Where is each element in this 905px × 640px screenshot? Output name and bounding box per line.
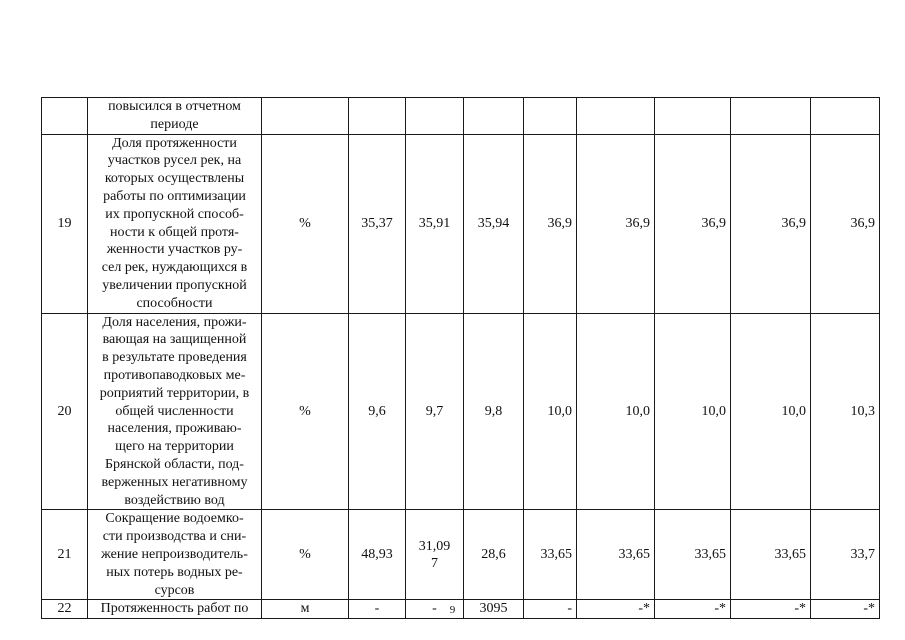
table-row (42, 313, 880, 510)
value-cell: 33,7 (811, 510, 880, 600)
indicator-description-cell (88, 98, 262, 135)
unit-cell: % (262, 134, 349, 313)
description-line: сурсов (154, 582, 195, 598)
value-cell: - (349, 600, 406, 619)
value-cell: 33,65 (524, 510, 577, 600)
value-cell: 35,91 (406, 134, 464, 313)
table-row (42, 98, 880, 135)
value-cell: -* (811, 600, 880, 619)
description-line: жение непроизводитель- (101, 546, 248, 562)
value-cell: 33,65 (577, 510, 655, 600)
row-number-cell: 22 (42, 600, 88, 619)
value-cell: 48,93 (349, 510, 406, 600)
description-line: Доля населения, прожи- (102, 314, 247, 330)
description-line: сти производства и сни- (102, 529, 247, 545)
value-cell (524, 98, 577, 135)
value-cell: 36,9 (655, 134, 731, 313)
value-cell: - (406, 600, 464, 619)
description-line: повысился в отчетном (108, 99, 241, 114)
value-cell: 10,0 (577, 313, 655, 510)
value-cell: 9,6 (349, 313, 406, 510)
description-line: Сокращение водоемко- (105, 511, 244, 527)
indicator-description-cell (88, 134, 262, 313)
indicator-description-cell (88, 313, 262, 510)
table-row (42, 510, 880, 600)
value-cell: 10,3 (811, 313, 880, 510)
description-line: ных потерь водных ре- (106, 564, 243, 580)
description-line: роприятий территории, в (99, 385, 250, 401)
description-line: увеличении пропускной (102, 277, 247, 293)
value-cell: 9,8 (464, 313, 524, 510)
value-cell (406, 98, 464, 135)
indicator-description-cell (88, 510, 262, 600)
description-line: Протяженность работ по (100, 601, 249, 617)
value-cell (731, 98, 811, 135)
description-line: населения, проживаю- (107, 421, 242, 437)
value-cell: -* (731, 600, 811, 619)
value-cell: 3095 (464, 600, 524, 619)
description-line: Доля протяженности (112, 135, 237, 151)
description-line: общей численности (115, 403, 234, 419)
value-cell: 36,9 (731, 134, 811, 313)
value-cell (349, 98, 406, 135)
value-cell: - (524, 600, 577, 619)
value-cell: 9,7 (406, 313, 464, 510)
row-number-cell: 20 (42, 313, 88, 510)
description-line: щего на территории (115, 439, 234, 455)
value-cell: 35,94 (464, 134, 524, 313)
row-number-cell: 19 (42, 134, 88, 313)
description-line: которых осуществлены (104, 171, 245, 187)
value-cell: 31,09 7 (406, 510, 464, 600)
description-line: ности к общей протя- (110, 224, 239, 240)
value-cell (577, 98, 655, 135)
description-line: противопаводковых ме- (103, 367, 246, 383)
description-line: их пропускной способ- (105, 206, 244, 222)
unit-cell (262, 98, 349, 135)
description-line: воздействию вод (124, 492, 225, 508)
description-line: способности (136, 295, 213, 311)
value-cell: 10,0 (731, 313, 811, 510)
description-line: сел рек, нуждающихся в (101, 260, 248, 276)
value-cell: 35,37 (349, 134, 406, 313)
value-cell (464, 98, 524, 135)
value-cell: -* (655, 600, 731, 619)
value-cell: 33,65 (655, 510, 731, 600)
value-cell: 36,9 (577, 134, 655, 313)
value-cell: 36,9 (811, 134, 880, 313)
value-cell (655, 98, 731, 135)
row-number-cell: 21 (42, 510, 88, 600)
indicators-table (41, 97, 880, 619)
page-number: 9 (449, 604, 456, 616)
table-row (42, 134, 880, 313)
value-cell: 36,9 (524, 134, 577, 313)
unit-cell: м (262, 600, 349, 619)
description-line: участков русел рек, на (107, 153, 242, 169)
description-line: Брянской области, под- (105, 456, 244, 472)
unit-cell: % (262, 510, 349, 600)
value-cell: 33,65 (731, 510, 811, 600)
description-line: верженных негативному (101, 474, 248, 490)
description-line: в результате проведения (102, 350, 247, 366)
description-line: периоде (150, 116, 199, 132)
description-line: женности участков ру- (106, 242, 243, 258)
value-cell: 28,6 (464, 510, 524, 600)
value-cell: -* (577, 600, 655, 619)
value-cell: 10,0 (655, 313, 731, 510)
row-number-cell (42, 98, 88, 135)
description-line: вающая на защищенной (102, 332, 247, 348)
unit-cell: % (262, 313, 349, 510)
description-line: работы по оптимизации (103, 188, 246, 204)
value-cell: 10,0 (524, 313, 577, 510)
value-cell (811, 98, 880, 135)
